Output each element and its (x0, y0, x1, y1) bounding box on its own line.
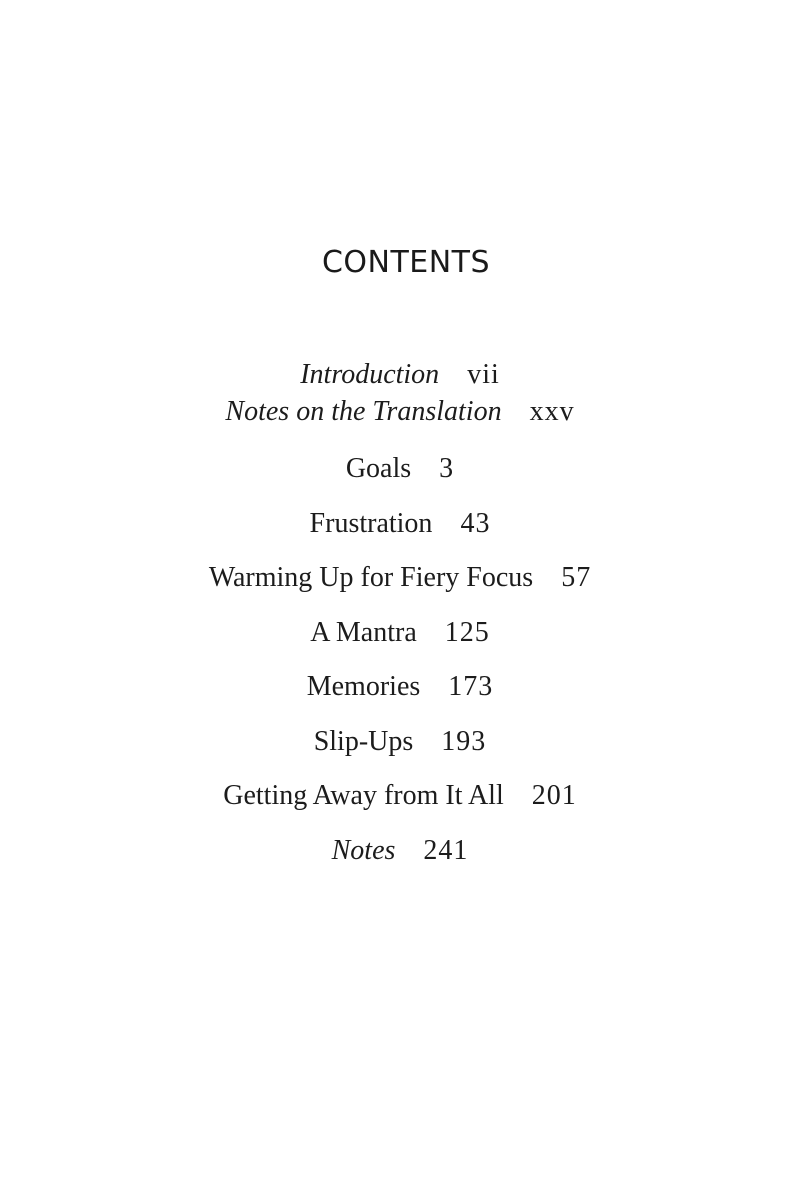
toc-entry-page: 193 (441, 726, 487, 757)
toc-entry-page: 173 (448, 671, 494, 702)
toc-entry-title: Slip-Ups (313, 726, 414, 757)
toc-entry-title: Goals (345, 453, 412, 484)
toc-entry-page: vii (467, 359, 500, 390)
toc-entry-page: 43 (460, 508, 491, 539)
toc-entry-title: Getting Away from It All (223, 780, 504, 811)
toc-entry-getting-away (0, 778, 800, 814)
toc-entry-page: xxv (529, 396, 575, 427)
toc-entry-page: 241 (423, 835, 469, 866)
toc-entry-page: 125 (444, 617, 490, 648)
toc-entry-memories (0, 669, 800, 705)
toc-entry-title: Notes (331, 835, 396, 866)
toc-entry-warming-up (0, 560, 800, 596)
toc-entry-slip-ups (0, 724, 800, 760)
toc-entry-title: Notes on the Translation (225, 396, 502, 427)
toc-entry-page: 3 (439, 453, 455, 484)
toc-entry-notes (0, 833, 800, 869)
toc-entry-goals (0, 451, 800, 487)
toc-entry-title: Introduction (300, 359, 440, 390)
toc-entry-title: Memories (306, 671, 421, 702)
toc-entry-introduction (0, 357, 800, 393)
toc-entry-page: 57 (561, 562, 592, 593)
toc-entry-frustration (0, 506, 800, 542)
toc-entry-notes-on-translation (0, 394, 800, 430)
toc-entry-title: Frustration (309, 508, 433, 539)
toc-entry-a-mantra (0, 615, 800, 651)
toc-entry-page: 201 (531, 780, 577, 811)
toc-entry-title: A Mantra (310, 617, 417, 648)
contents-heading: CONTENTS (321, 245, 491, 280)
toc-entry-title: Warming Up for Fiery Focus (208, 562, 534, 593)
